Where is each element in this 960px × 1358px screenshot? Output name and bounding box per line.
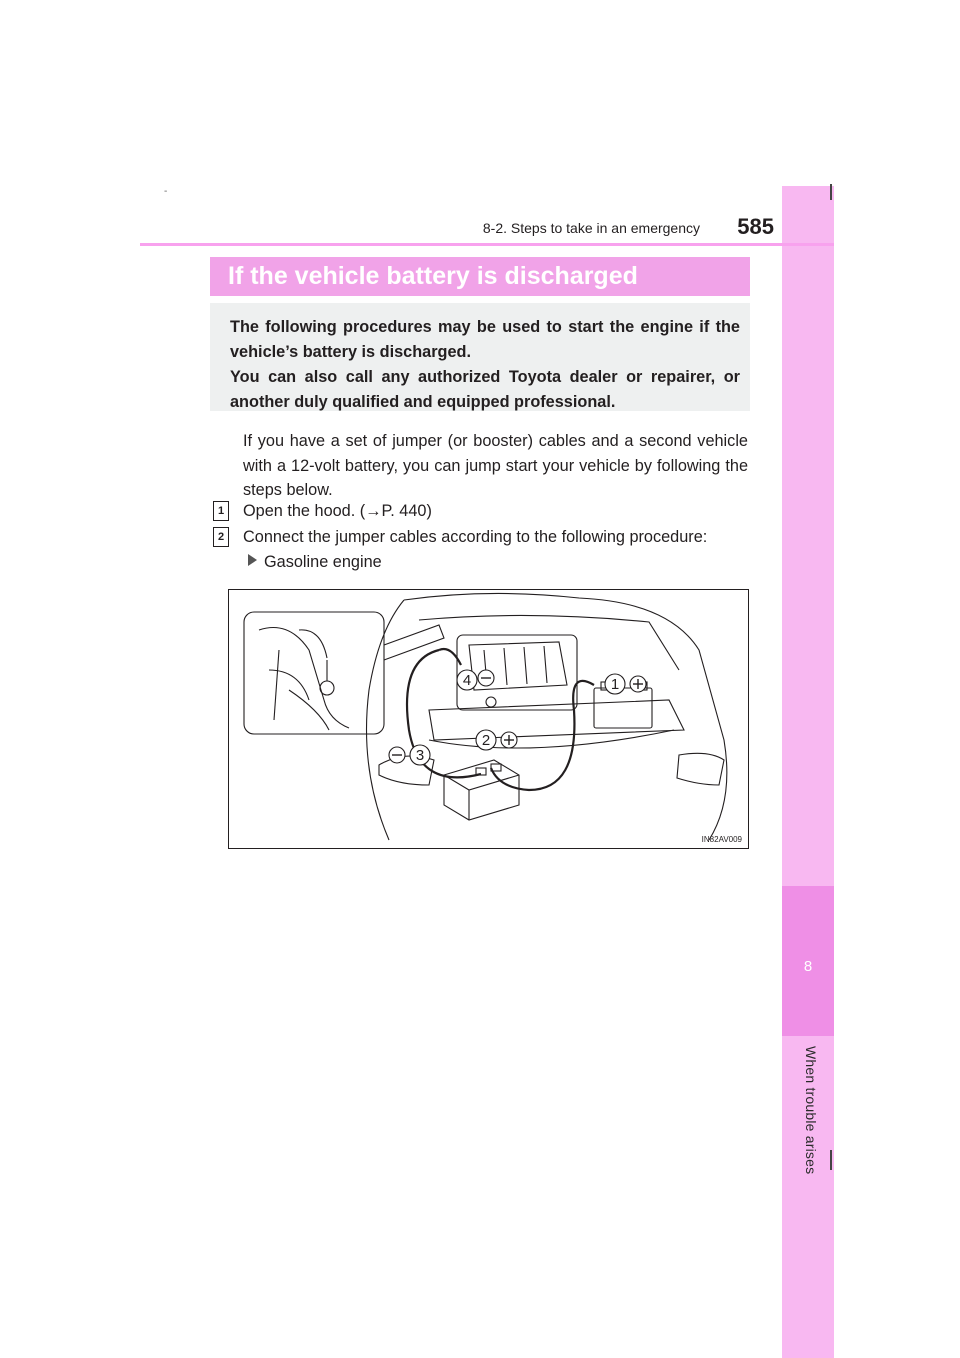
- step-text: Open the hood. (→P. 440): [243, 502, 432, 520]
- step-2: [213, 526, 753, 550]
- crop-line-top: [830, 184, 832, 200]
- crop-line-bottom: [830, 1150, 832, 1170]
- page-number: 585: [737, 214, 774, 239]
- step-1: [213, 500, 753, 524]
- intro-paragraph-2: You can also call any authorized Toyota dealer or repairer, or another duly qualified and equipped professional.: [230, 368, 740, 411]
- step-badge: 1: [213, 501, 229, 521]
- sub-item-label: Gasoline engine: [264, 553, 382, 571]
- chapter-title: When trouble arises: [803, 1046, 819, 1175]
- section-title: If the vehicle battery is discharged: [210, 257, 750, 296]
- figure-code: IN82AV009: [701, 835, 742, 844]
- jump-start-illustration: [228, 589, 749, 849]
- callout-label-1: 1: [610, 676, 620, 693]
- callout-label-3: 3: [415, 747, 425, 764]
- sub-item-gasoline: [248, 551, 382, 573]
- chapter-side-tab: [782, 186, 834, 1358]
- header-rule: [140, 243, 834, 246]
- intro-paragraph-1: The following procedures may be used to start the engine if the vehicle’s battery is discharged.: [230, 318, 740, 361]
- intro-box: [210, 303, 750, 411]
- chapter-number: 8: [803, 958, 813, 975]
- body-paragraph: If you have a set of jumper (or booster) cables and a second vehicle with a 12-volt battery, you can jump start your vehicle by following the steps below.: [243, 432, 748, 499]
- step-badge: 2: [213, 527, 229, 547]
- step-text: Connect the jumper cables according to the following procedure:: [243, 528, 708, 546]
- engine-bay-drawing: [229, 590, 748, 848]
- corner-mark: -: [164, 186, 168, 197]
- triangle-bullet-icon: [248, 554, 257, 566]
- callout-label-2: 2: [481, 732, 491, 749]
- callout-label-4: 4: [462, 672, 472, 689]
- section-label: 8-2. Steps to take in an emergency: [482, 220, 700, 236]
